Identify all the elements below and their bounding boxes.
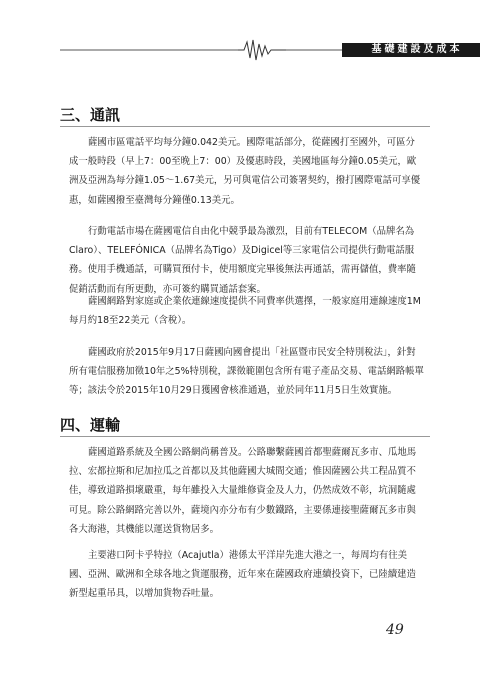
section-divider (60, 436, 430, 437)
paragraph: 薩國市區電話平均每分鐘0.042美元。國際電話部分，從薩國打至國外，可區分成一般時段（早上7：00至晚上7：00）及優惠時段，美國地區每分鐘0.05美元，歐洲及亞洲為每分鐘1.05～1.67美元，另可與電信公司簽署契約，撥打國際電話可享優惠，如薩國撥至臺灣每分鐘僅0.13美元。 (69, 137, 421, 206)
paragraph: 薩國政府於2015年9月17日薩國向國會提出「社區暨市民安全特別稅法」，針對所有電信服務加徵10年之5%特別稅，課徵範圍包含所有電子產品交易、電話網路帳單等；該法令於2015年10月29日獲國會核准通過，並於同年11月5日生效實施。 (69, 347, 424, 397)
section-title-transportation: 四、運輸 (60, 416, 121, 434)
paragraph: 主要港口阿卡乎特拉（Acajutla）港係太平洋岸先進大港之一，每周均有往美國、亞洲、歐洲和全球各地之貨運服務，近年來在薩國政府連續投資下，已陸續建造新型起重吊具，以增加貨物吞吐量。 (69, 550, 416, 600)
paragraph: 薩國網路對家庭或企業依連線速度提供不同費率供選擇，一般家庭用連線速度1M每月約18至22美元（含稅）。 (69, 296, 421, 327)
section-divider (60, 126, 430, 127)
header-tab-label: 基礎建設及成本 (342, 43, 480, 57)
paragraph: 行動電話市場在薩國電信自由化中競爭最為激烈，目前有TELECOM（品牌名為Claro）、TELEFÓNICA（品牌名為Tigo）及Digicel等三家電信公司提供行動電話服務。使用手機通話，可購買預付卡，使用額度完畢後無法再通話，需再儲值，費率隨促銷活動而有所更動，亦可簽約購買通話套案。 (69, 226, 416, 295)
paragraph: 薩國道路系統及全國公路網尚稱普及。公路聯繫薩國首都聖薩爾瓦多市、瓜地馬拉、宏都拉斯和尼加拉瓜之首都以及其他薩國大城間交通；惟因薩國公共工程品質不佳，導致道路損壞嚴重，每年雖投入大量維修資金及人力，仍然成效不彰，坑洞隨處可見。除公路網路完善以外，薩境內亦分布有少數鐵路，主要係連接聖薩爾瓦多市與各大海港，其機能以運送貨物居多。 (69, 447, 417, 535)
section-title-communications: 三、通訊 (60, 106, 121, 124)
running-header (60, 38, 463, 62)
page-number: 49 (386, 622, 404, 638)
